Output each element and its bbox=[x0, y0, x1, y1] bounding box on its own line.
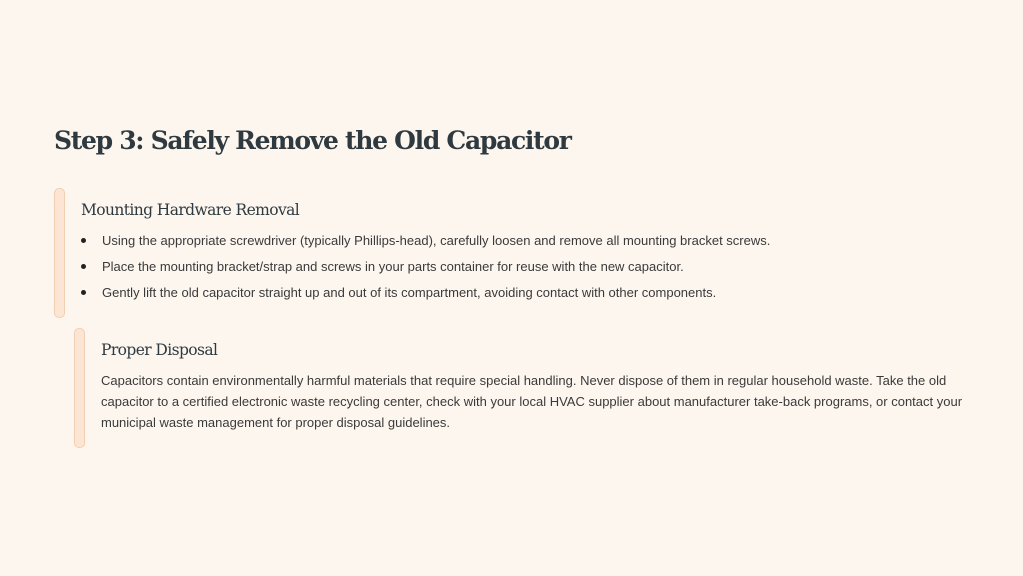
section-heading: Proper Disposal bbox=[101, 341, 218, 359]
list-item-text: Gently lift the old capacitor straight up and out of its compartment, avoiding contact with other components. bbox=[102, 285, 717, 300]
list-item bbox=[81, 258, 770, 284]
list-item-text: Place the mounting bracket/strap and screws in your parts container for reuse with the new capacitor. bbox=[102, 259, 684, 274]
section-heading: Mounting Hardware Removal bbox=[81, 201, 300, 219]
section-paragraph: Capacitors contain environmentally harmful materials that require special handling. Never dispose of them in regular household waste. Take the old capacitor to a certified electronic waste recycling center, check with your local HVAC supplier about manufacturer take-back programs, or contact your municipal waste management for proper disposal guidelines. bbox=[101, 373, 963, 430]
accent-bar bbox=[74, 328, 85, 448]
accent-bar bbox=[54, 188, 65, 318]
bullet-icon bbox=[81, 290, 86, 295]
list-item bbox=[81, 232, 770, 258]
bullet-list bbox=[81, 232, 770, 310]
mounting-hardware-card bbox=[54, 188, 954, 318]
bullet-icon bbox=[81, 238, 86, 243]
list-item bbox=[81, 284, 770, 310]
proper-disposal-card bbox=[74, 328, 974, 448]
bullet-icon bbox=[81, 264, 86, 269]
page-title: Step 3: Safely Remove the Old Capacitor bbox=[54, 126, 571, 155]
list-item-text: Using the appropriate screwdriver (typically Phillips-head), carefully loosen and remove all mounting bracket screws. bbox=[102, 233, 771, 248]
